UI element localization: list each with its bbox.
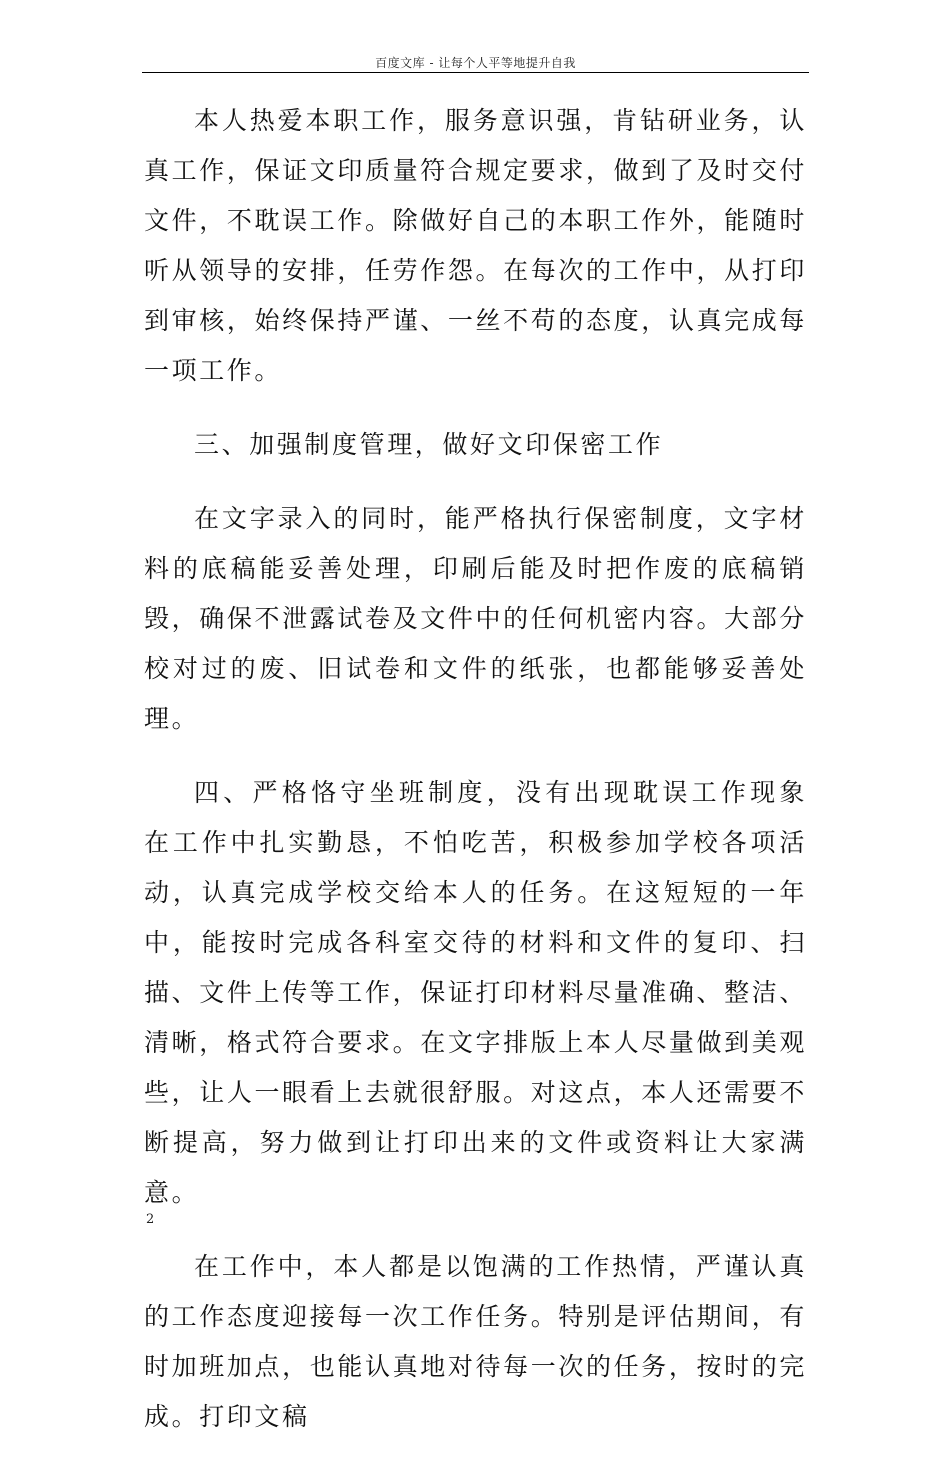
paragraph: 在文字录入的同时，能严格执行保密制度，文字材料的底稿能妥善处理，印刷后能及时把作废的底稿销毁，确保不泄露试卷及文件中的任何机密内容。大部分校对过的废、旧试卷和文件的纸张，也都能够妥善处理。 — [144, 504, 807, 733]
page-number: 2 — [146, 1212, 155, 1227]
paragraph: 在工作中，本人都是以饱满的工作热情，严谨认真的工作态度迎接每一次工作任务。特别是评估期间，有时加班加点，也能认真地对待每一次的任务，按时的完成。打印文稿 — [144, 1252, 807, 1431]
section-heading: 三、加强制度管理，做好文印保密工作 — [194, 430, 664, 459]
paragraph: 四、严格恪守坐班制度，没有出现耽误工作现象 在工作中扎实勤恳，不怕吃苦，积极参加学校各项活动，认真完成学校交给本人的任务。在这短短的一年中，能按时完成各科室交待的材料和文件的复印、扫描、文件上传等工作，保证打印材料尽量准确、整洁、清晰，格式符合要求。在文字排版上本人尽量做到美观些，让人一眼看上去就很舒服。对这点，本人还需要不断提高，努力做到让打印出来的文件或资料让大家满意。 — [144, 778, 835, 1207]
paragraph: 本人热爱本职工作，服务意识强，肯钻研业务，认真工作，保证文印质量符合规定要求，做到了及时交付文件，不耽误工作。除做好自己的本职工作外，能随时听从领导的安排，任劳作怨。在每次的工作中，从打印到审核，始终保持严谨、一丝不苟的态度，认真完成每一项工作。 — [144, 106, 807, 385]
header-text: 百度文库 - 让每个人平等地提升自我 — [375, 56, 576, 70]
page-header — [142, 48, 809, 73]
document-body — [144, 96, 835, 1466]
